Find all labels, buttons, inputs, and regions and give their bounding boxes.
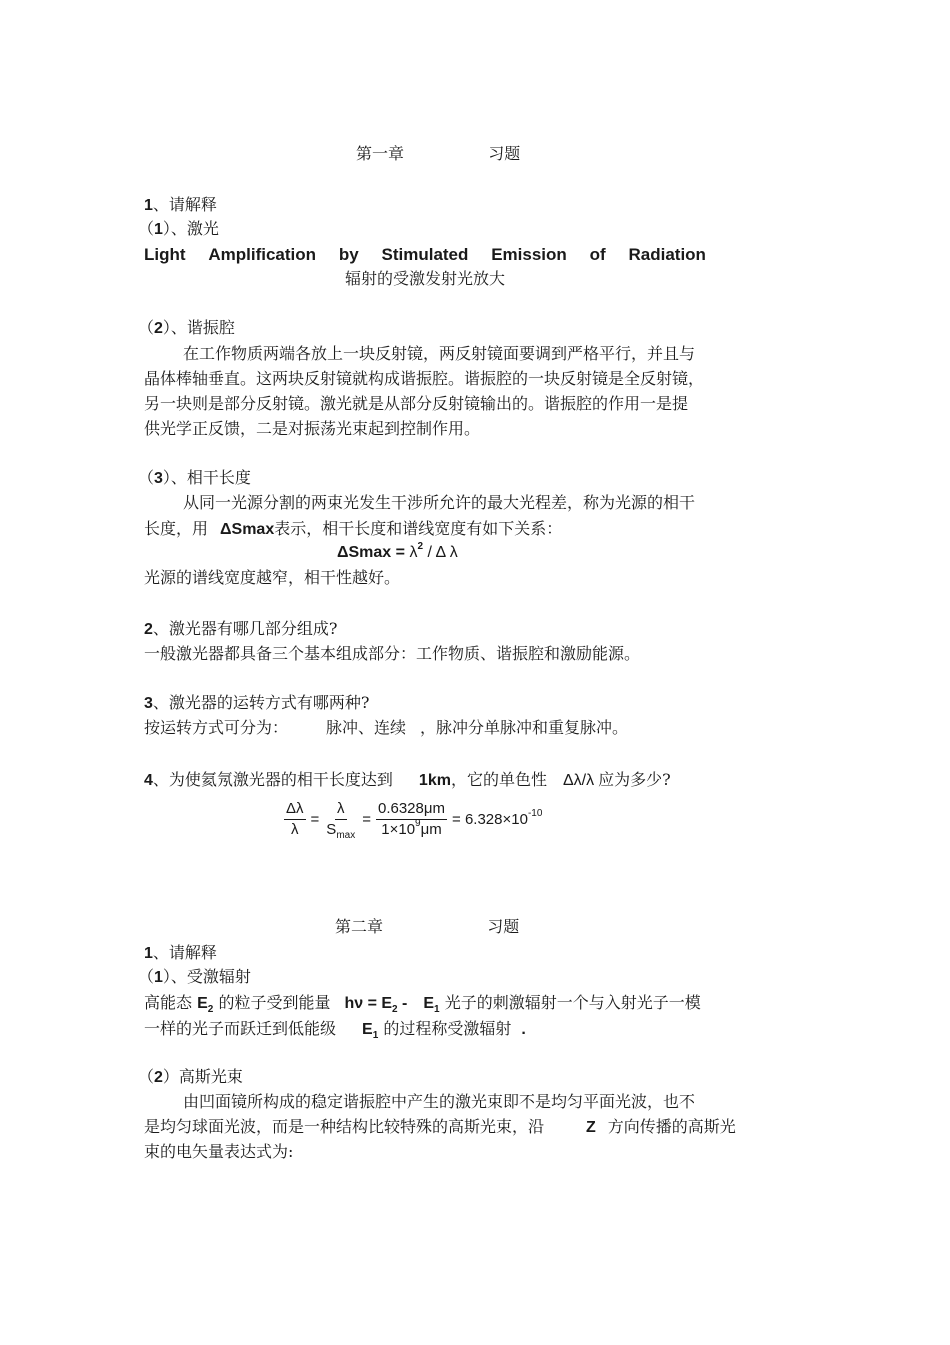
ch2-subsection-1: （1）、受激辐射: [138, 967, 251, 986]
cavity-para-line-3: 另一块则是部分反射镜。激光就是从部分反射镜输出的。谐振腔的作用一是提: [144, 394, 689, 413]
gaussian-beam-line-3: 束的电矢量表达式为:: [144, 1142, 294, 1161]
fraction-wavelength-over-length: $\frac{0.6328\mu m}{1\times 10^9\mu m}$: [377, 800, 446, 838]
gaussian-beam-line-2: 是均匀球面光波，而是一种结构比较特殊的高斯光束，沿 Z 方向传播的高斯光: [144, 1117, 736, 1136]
chapter-1-title: [356, 143, 520, 165]
chapter-2-title: [335, 916, 519, 938]
ch1-question-2-answer: 一般激光器都具备三个基本组成部分：工作物质、谐振腔和激励能源。: [144, 644, 641, 663]
word-amplification: Amplification: [208, 245, 317, 264]
cavity-para-line-4: 供光学正反馈，二是对振荡光束起到控制作用。: [144, 419, 481, 438]
ch1-question-4: 4、为使氦氖激光器的相干长度达到 1km，它的单色性 Δλ/λ 应为多少?: [144, 770, 671, 789]
stimulated-emission-line-1: 高能态 $E_2$ 的粒子受到能量 $h\nu = E_2 - E_1$ 光子的刺激辐射一个与入射光子一模: [144, 993, 701, 1016]
chapter-2-exercises-label: 习题: [487, 917, 520, 936]
delta-smax-symbol: ΔSmax: [220, 521, 275, 538]
ch1-question-3-answer: 按运转方式可分为： 脉冲、连续 ，脉冲分单脉冲和重复脉冲。: [144, 718, 629, 737]
ch2-question-1: 1、请解释: [144, 943, 217, 962]
ch1-subsection-3: （3）、相干长度: [138, 468, 251, 487]
word-radiation: Radiation: [628, 245, 706, 264]
gaussian-beam-line-1: 由凹面镜所构成的稳定谐振腔中产生的激光束即不是均匀平面光波，也不: [183, 1092, 696, 1111]
q-text: 、请解释: [152, 195, 217, 214]
q-number: 1: [144, 197, 153, 214]
chapter-1-label: 第一章: [356, 144, 405, 163]
word-emission: Emission: [491, 245, 567, 264]
word-by: by: [338, 245, 359, 264]
coherence-para-line-3: 光源的谱线宽度越窄，相干性越好。: [144, 568, 401, 587]
ch2-subsection-2: （2）高斯光束: [138, 1067, 243, 1086]
ch1-subsection-1: （1）、激光: [138, 219, 219, 238]
cavity-para-line-2: 晶体棒轴垂直。这两块反射镜就构成谐振腔。谐振腔的一块反射镜是全反射镜，: [144, 369, 705, 388]
monochromaticity-formula: $\frac{\Delta\lambda}{\lambda}$ = $\frac{\lambda}{S_{max}}$ = $\frac{0.6328\mu m}{1\times 10^9\mu m}$ = $6.328\times 10^{-10}$: [286, 800, 543, 841]
coherence-para-line-2: 长度，用 ΔSmax表示，相干长度和谱线宽度有如下关系：: [144, 519, 563, 538]
word-light: Light: [144, 245, 186, 264]
fraction-lambda-over-smax: $\frac{\lambda}{S_{max}}$: [326, 800, 356, 841]
ch1-question-1: [144, 194, 217, 217]
chapter-2-label: 第二章: [335, 917, 384, 936]
word-of: of: [589, 245, 606, 264]
coherence-formula: $\Delta Smax = \lambda^2 / \Delta$ λ: [337, 540, 458, 561]
laser-chinese-definition: 辐射的受激发射光放大: [345, 269, 506, 288]
coherence-para-line-1: 从同一光源分割的两束光发生干涉所允许的最大光程差，称为光源的相干: [183, 493, 696, 512]
chapter-1-exercises-label: 习题: [488, 144, 521, 163]
laser-acronym-expansion: [144, 244, 706, 266]
stimulated-emission-line-2: 一样的光子而跃迁到低能级 $E_1$ 的过程称受激辐射 .: [144, 1019, 526, 1042]
ch1-subsection-2: （2）、谐振腔: [138, 318, 235, 337]
word-stimulated: Stimulated: [381, 245, 469, 264]
cavity-para-line-1: 在工作物质两端各放上一块反射镜，两反射镜面要调到严格平行，并且与: [183, 344, 696, 363]
ch1-question-2: 2、激光器有哪几部分组成?: [144, 619, 338, 638]
fraction-delta-lambda-over-lambda: $\frac{\Delta\lambda}{\lambda}$: [286, 800, 304, 838]
ch1-question-3: 3、激光器的运转方式有哪两种?: [144, 693, 370, 712]
